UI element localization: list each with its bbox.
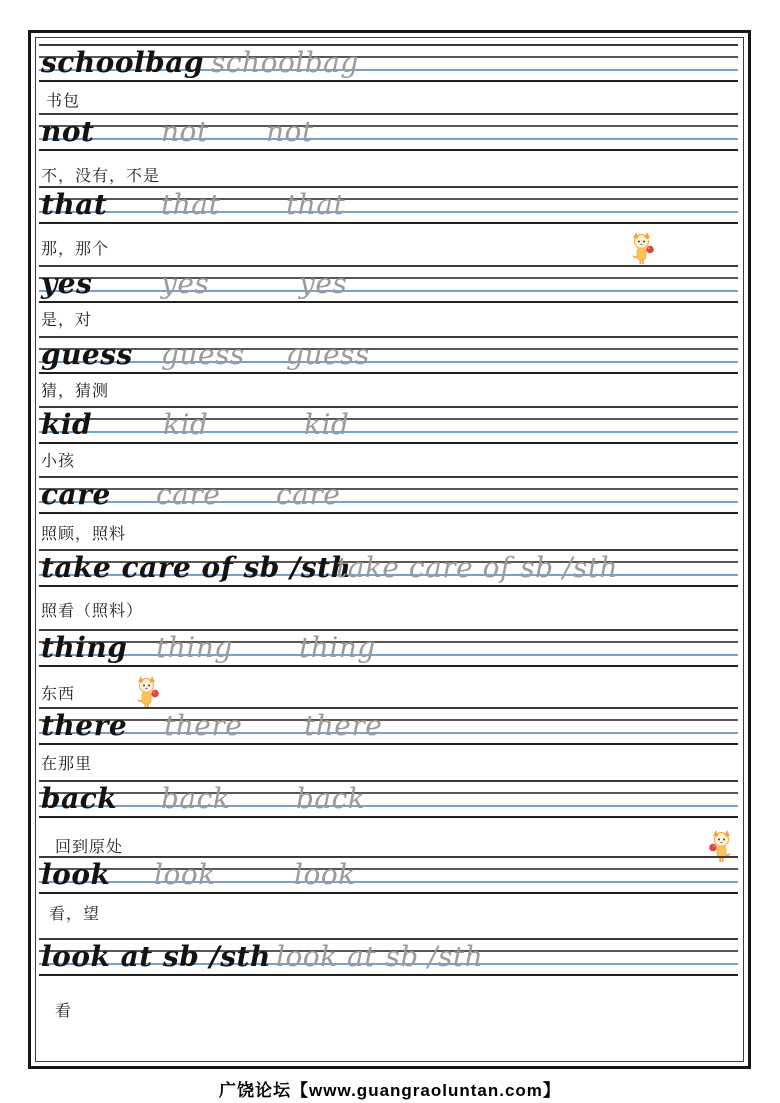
guide-line-bottom: [39, 372, 738, 374]
guide-line-bottom: [39, 149, 738, 151]
word-trace: guess: [161, 338, 245, 371]
word-trace: yes: [161, 267, 210, 300]
guide-line-xheight: [39, 868, 738, 870]
word-trace: not: [161, 115, 209, 148]
vocab-entry: [39, 113, 741, 189]
vocab-entry: [39, 629, 741, 705]
word-main: back: [41, 782, 118, 815]
translation-cn: 看: [55, 1001, 73, 1020]
guide-line-bottom: [39, 222, 738, 224]
guide-line-top: [39, 629, 738, 631]
translation-cn: 看，望: [49, 904, 101, 923]
writing-guide-lines: [39, 186, 741, 224]
word-trace: thing: [299, 631, 376, 664]
footer-credit: 广饶论坛【www.guangraoluntan.com】: [219, 1081, 561, 1100]
guide-line-baseline: [39, 138, 738, 140]
word-trace: look: [154, 858, 216, 891]
translation-cn: 小孩: [41, 451, 76, 470]
translation-cn: 是，对: [41, 310, 93, 329]
guide-line-baseline: [39, 431, 738, 433]
vocab-entry: [39, 186, 741, 262]
translation-cn: 回到原处: [55, 837, 124, 856]
writing-guide-lines: [39, 476, 741, 514]
word-main: that: [41, 188, 108, 221]
guide-line-xheight: [39, 719, 738, 721]
word-trace: back: [161, 782, 231, 815]
guide-line-top: [39, 113, 738, 115]
translation-cn: 照看（照料）: [41, 601, 144, 620]
word-trace: there: [304, 709, 383, 742]
word-trace: that: [286, 188, 346, 221]
vocab-entry: [39, 938, 741, 1020]
guide-line-baseline: [39, 654, 738, 656]
word-trace: that: [161, 188, 221, 221]
word-main: look at sb /sth: [41, 940, 271, 973]
guide-line-baseline: [39, 361, 738, 363]
translation-cn: 那，那个: [41, 239, 110, 258]
word-trace: back: [296, 782, 366, 815]
word-main: care: [41, 478, 111, 511]
guide-line-baseline: [39, 501, 738, 503]
vocab-entry: [39, 476, 741, 552]
vocab-entry: [39, 406, 741, 482]
word-trace: care: [156, 478, 221, 511]
guide-line-bottom: [39, 512, 738, 514]
word-trace: not: [266, 115, 314, 148]
word-trace: guess: [286, 338, 370, 371]
vocab-entry: [39, 856, 741, 932]
guide-line-bottom: [39, 892, 738, 894]
vocab-entry: [39, 549, 741, 625]
guide-line-baseline: [39, 881, 738, 883]
guide-line-baseline: [39, 805, 738, 807]
word-main: look: [41, 858, 111, 891]
guide-line-xheight: [39, 125, 738, 127]
word-trace: there: [164, 709, 243, 742]
vocab-entry: [39, 707, 741, 783]
guide-line-top: [39, 476, 738, 478]
kitten-mascot-icon: [629, 232, 654, 265]
guide-line-baseline: [39, 211, 738, 213]
word-main: guess: [41, 338, 133, 371]
guide-line-bottom: [39, 743, 738, 745]
word-trace: care: [276, 478, 341, 511]
writing-guide-lines: [39, 707, 741, 745]
guide-line-top: [39, 856, 738, 858]
guide-line-bottom: [39, 301, 738, 303]
translation-cn: 书包: [46, 91, 81, 110]
translation-cn: 照顾，照料: [41, 524, 127, 543]
writing-guide-lines: [39, 629, 741, 667]
word-trace: yes: [299, 267, 348, 300]
word-trace: kid: [163, 408, 209, 441]
writing-guide-lines: [39, 549, 741, 587]
word-trace: schoolbag: [211, 46, 359, 79]
word-main: yes: [41, 267, 93, 300]
guide-line-top: [39, 406, 738, 408]
writing-guide-lines: [39, 780, 741, 818]
guide-line-xheight: [39, 277, 738, 279]
word-trace: kid: [304, 408, 350, 441]
vocab-entry: [39, 44, 741, 120]
guide-line-xheight: [39, 198, 738, 200]
word-trace: look at sb /sth: [276, 940, 484, 973]
guide-line-xheight: [39, 488, 738, 490]
vocab-entry: [39, 336, 741, 412]
translation-cn: 东西: [41, 684, 76, 703]
guide-line-xheight: [39, 418, 738, 420]
word-main: not: [41, 115, 95, 148]
guide-line-xheight: [39, 792, 738, 794]
translation-cn: 不，没有，不是: [41, 166, 161, 185]
guide-line-top: [39, 336, 738, 338]
word-trace: take care of sb /sth: [336, 551, 619, 584]
writing-guide-lines: [39, 856, 741, 894]
vocab-entry: [39, 265, 741, 341]
kitten-mascot-icon: [134, 676, 159, 709]
translation-cn: 猜，猜测: [41, 381, 110, 400]
writing-guide-lines: [39, 113, 741, 151]
guide-line-top: [39, 707, 738, 709]
guide-line-baseline: [39, 290, 738, 292]
guide-line-top: [39, 186, 738, 188]
writing-guide-lines: [39, 265, 741, 303]
guide-line-top: [39, 265, 738, 267]
vocab-entry: [39, 780, 741, 856]
translation-cn: 在那里: [41, 754, 93, 773]
word-main: there: [41, 709, 128, 742]
word-trace: thing: [156, 631, 233, 664]
guide-line-baseline: [39, 732, 738, 734]
word-main: schoolbag: [41, 46, 204, 79]
guide-line-bottom: [39, 665, 738, 667]
guide-line-bottom: [39, 816, 738, 818]
writing-guide-lines: [39, 44, 741, 82]
writing-guide-lines: [39, 406, 741, 444]
guide-line-xheight: [39, 641, 738, 643]
word-main: thing: [41, 631, 128, 664]
guide-line-bottom: [39, 442, 738, 444]
guide-line-xheight: [39, 348, 738, 350]
writing-guide-lines: [39, 336, 741, 374]
writing-guide-lines: [39, 938, 741, 976]
guide-line-top: [39, 780, 738, 782]
word-trace: look: [294, 858, 356, 891]
word-main: take care of sb /sth: [41, 551, 352, 584]
word-main: kid: [41, 408, 93, 441]
